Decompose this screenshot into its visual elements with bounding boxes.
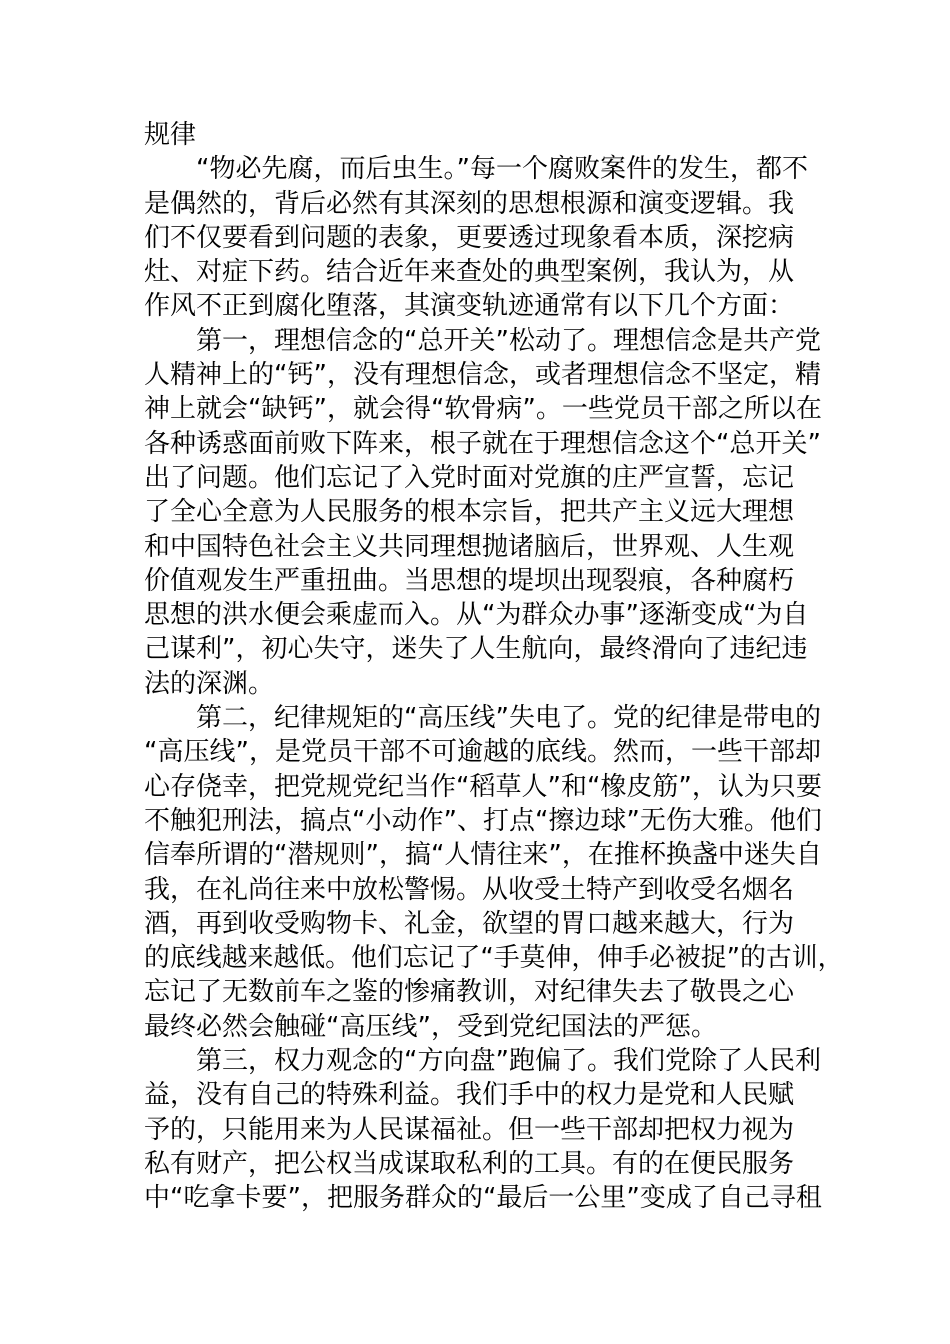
text-line: 们不仅要看到问题的表象，更要透过现象看本质，深挖病 (144, 222, 795, 253)
text-line: 了全心全意为人民服务的根本宗旨，把共产主义远大理想 (144, 497, 795, 528)
text-line: 灶、对症下药。结合近年来查处的典型案例，我认为，从 (144, 257, 795, 288)
text-line: 己谋利”，初心失守，迷失了人生航向，最终滑向了违纪违 (144, 634, 808, 665)
text-line: 忘记了无数前车之鉴的惨痛教训，对纪律失去了敬畏之心 (144, 977, 795, 1008)
text-line: “高压线”，是党员干部不可逾越的底线。然而，一些干部却 (144, 737, 821, 768)
text-line: 予的，只能用来为人民谋福祉。但一些干部却把权力视为 (144, 1114, 795, 1145)
text-line: 思想的洪水便会乘虚而入。从“为群众办事”逐渐变成“为自 (144, 600, 809, 631)
text-line: “物必先腐，而后虫生。”每一个腐败案件的发生，都不 (196, 154, 808, 185)
text-line: 和中国特色社会主义共同理想抛诸脑后，世界观、人生观 (144, 531, 795, 562)
text-line: 的底线越来越低。他们忘记了“手莫伸，伸手必被捉”的古训， (144, 943, 844, 974)
text-line: 私有财产，把公权当成谋取私利的工具。有的在便民服务 (144, 1148, 795, 1179)
text-line: 信奉所谓的“潜规则”，搞“人情往来”，在推杯换盏中迷失自 (144, 840, 822, 871)
text-line: 法的深渊。 (144, 668, 275, 699)
text-line: 酒，再到收受购物卡、礼金，欲望的胃口越来越大，行为 (144, 908, 795, 939)
text-line: 是偶然的，背后必然有其深刻的思想根源和演变逻辑。我 (144, 188, 795, 219)
document-body (144, 118, 844, 1216)
text-line: 益，没有自己的特殊利益。我们手中的权力是党和人民赋 (144, 1080, 795, 1111)
text-line: 中“吃拿卡要”，把服务群众的“最后一公里”变成了自己寻租 (144, 1183, 822, 1214)
text-line: 价值观发生严重扭曲。当思想的堤坝出现裂痕，各种腐朽 (144, 565, 795, 596)
text-line: 第二，纪律规矩的“高压线”失电了。党的纪律是带电的 (196, 703, 821, 734)
text-line: 人精神上的“钙”，没有理想信念，或者理想信念不坚定，精 (144, 360, 821, 391)
text-line: 第三，权力观念的“方向盘”跑偏了。我们党除了人民利 (196, 1046, 821, 1077)
text-line: 最终必然会触碰“高压线”，受到党纪国法的严惩。 (144, 1011, 717, 1042)
text-line: 神上就会“缺钙”，就会得“软骨病”。一些党员干部之所以在 (144, 394, 822, 425)
text-line: 心存侥幸，把党规党纪当作“稻草人”和“橡皮筋”，认为只要 (144, 771, 822, 802)
text-line: 各种诱惑面前败下阵来，根子就在于理想信念这个“总开关” (144, 428, 821, 459)
text-line: 规律 (144, 120, 197, 150)
text-line: 第一，理想信念的“总开关”松动了。理想信念是共产党 (196, 325, 821, 356)
text-line: 我，在礼尚往来中放松警惕。从收受土特产到收受名烟名 (144, 874, 795, 905)
text-line: 不触犯刑法，搞点“小动作”、打点“擦边球”无伤大雅。他们 (144, 805, 822, 836)
text-line: 作风不正到腐化堕落，其演变轨迹通常有以下几个方面： (144, 291, 795, 322)
text-line: 出了问题。他们忘记了入党时面对党旗的庄严宣誓，忘记 (144, 462, 795, 493)
